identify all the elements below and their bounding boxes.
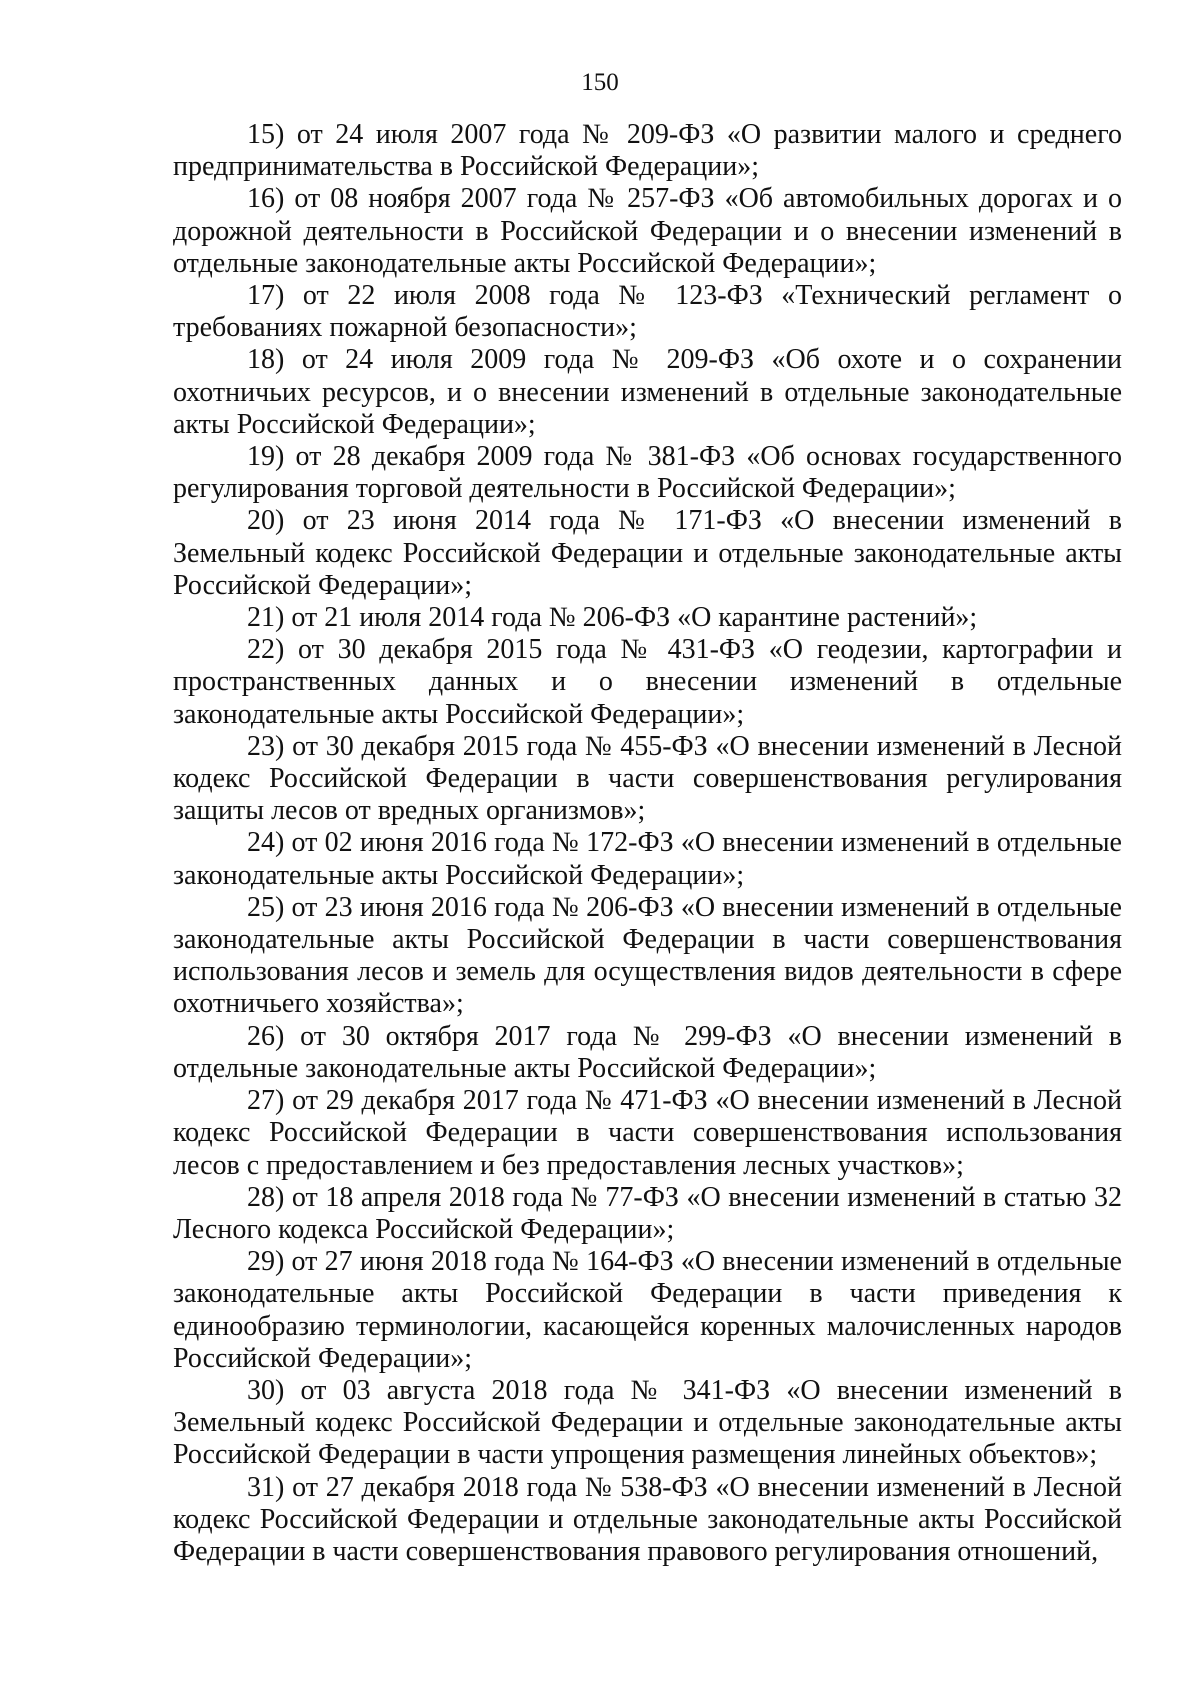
list-item: 28) от 18 апреля 2018 года № 77-ФЗ «О внесении изменений в статью 32 Лесного кодекса Российской Федерации»; [173,1181,1122,1245]
list-item: 20) от 23 июня 2014 года № 171-ФЗ «О внесении изменений в Земельный кодекс Российской Федерации и отдельные законодательные акты Российской Федерации»; [173,505,1122,601]
page-number: 150 [581,69,619,96]
list-item: 27) от 29 декабря 2017 года № 471-ФЗ «О внесении изменений в Лесной кодекс Российской Федерации в части совершенствования использования лесов с предоставлением и без предоставления лесных участков»; [173,1085,1122,1181]
document-body [173,119,1122,1568]
list-item: 16) от 08 ноября 2007 года № 257-ФЗ «Об автомобильных дорогах и о дорожной деятельности в Российской Федерации и о внесении изменений в отдельные законодательные акты Российской Федерации»; [173,183,1122,279]
list-item: 24) от 02 июня 2016 года № 172-ФЗ «О внесении изменений в отдельные законодательные акты Российской Федерации»; [173,827,1122,891]
list-item: 31) от 27 декабря 2018 года № 538-ФЗ «О внесении изменений в Лесной кодекс Российской Федерации и отдельные законодательные акты Российской Федерации в части совершенствования правового регулирования отношений, [173,1471,1122,1567]
list-item: 25) от 23 июня 2016 года № 206-ФЗ «О внесении изменений в отдельные законодательные акты Российской Федерации в части совершенствования использования лесов и земель для осуществления видов деятельности в сфере охотничьего хозяйства»; [173,891,1122,1020]
list-item: 17) от 22 июля 2008 года № 123-ФЗ «Технический регламент о требованиях пожарной безопасности»; [173,280,1122,344]
list-item: 22) от 30 декабря 2015 года № 431-ФЗ «О геодезии, картографии и пространственных данных и о внесении изменений в отдельные законодательные акты Российской Федерации»; [173,634,1122,730]
list-item: 15) от 24 июля 2007 года № 209-ФЗ «О развитии малого и среднего предпринимательства в Российской Федерации»; [173,119,1122,183]
list-item: 19) от 28 декабря 2009 года № 381-ФЗ «Об основах государственного регулирования торговой деятельности в Российской Федерации»; [173,441,1122,505]
list-item: 18) от 24 июля 2009 года № 209-ФЗ «Об охоте и о сохранении охотничьих ресурсов, и о внесении изменений в отдельные законодательные акты Российской Федерации»; [173,344,1122,440]
list-item: 23) от 30 декабря 2015 года № 455-ФЗ «О внесении изменений в Лесной кодекс Российской Федерации в части совершенствования регулирования защиты лесов от вредных организмов»; [173,730,1122,827]
list-item: 30) от 03 августа 2018 года № 341-ФЗ «О внесении изменений в Земельный кодекс Российской Федерации и отдельные законодательные акты Российской Федерации в части упрощения размещения линейных объектов»; [173,1374,1122,1471]
list-item: 29) от 27 июня 2018 года № 164-ФЗ «О внесении изменений в отдельные законодательные акты Российской Федерации в части приведения к единообразию терминологии, касающейся коренных малочисленных народов Российской Федерации»; [173,1246,1122,1374]
list-item: 21) от 21 июля 2014 года № 206-ФЗ «О карантине растений»; [247,602,978,634]
list-item: 26) от 30 октября 2017 года № 299-ФЗ «О внесении изменений в отдельные законодательные акты Российской Федерации»; [173,1020,1122,1084]
